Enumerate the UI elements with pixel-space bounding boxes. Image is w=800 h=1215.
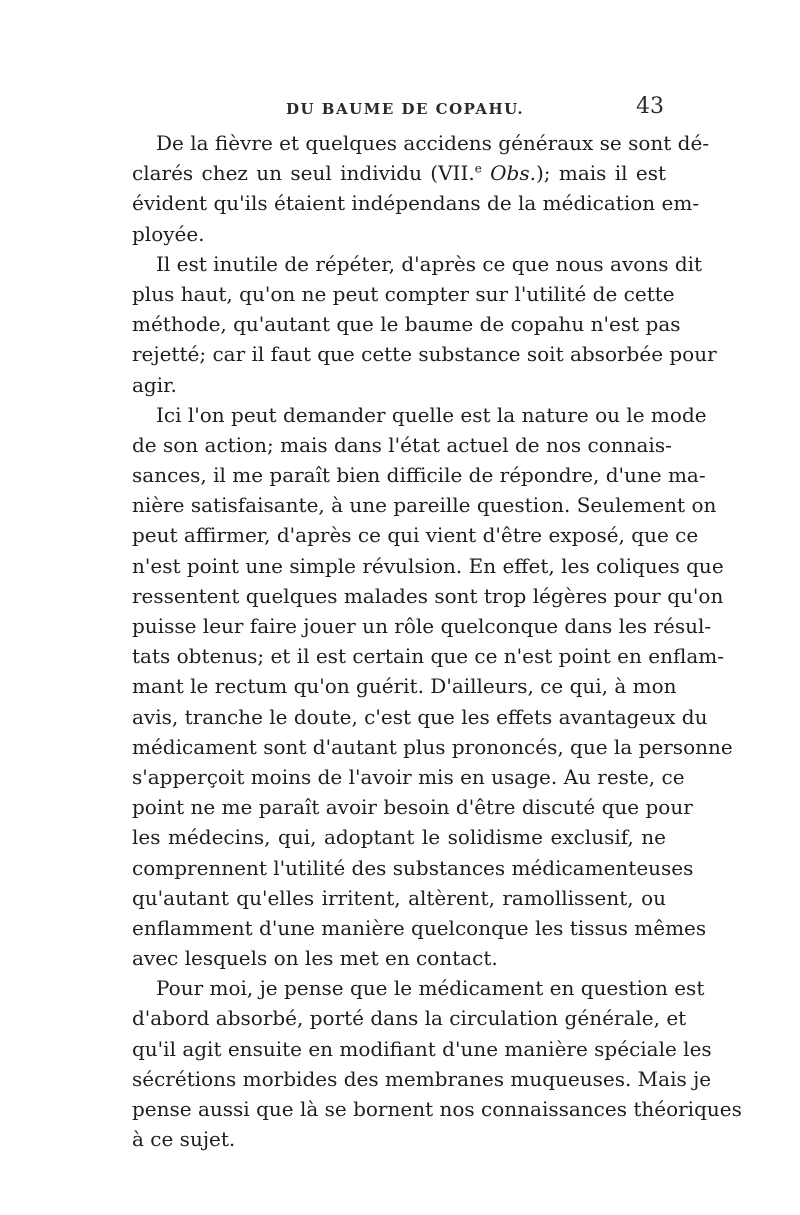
text-line: évident qu'ils étaient indépendans de la médication em- bbox=[132, 191, 700, 216]
text-line: peut affirmer, d'après ce qui vient d'être exposé, que ce bbox=[132, 523, 699, 548]
text-line: avis, tranche le doute, c'est que les effets avantageux du bbox=[132, 704, 708, 729]
text-line: ployée. bbox=[132, 221, 205, 246]
text-line: méthode, qu'autant que le baume de copahu n'est pas bbox=[132, 312, 681, 337]
text-line: Il est inutile de répéter, d'après ce que nous avons dit bbox=[156, 251, 703, 276]
text-line: point ne me paraît avoir besoin d'être discuté que pour bbox=[132, 795, 693, 820]
running-title: DU BAUME DE COPAHU. bbox=[286, 100, 525, 118]
text-line: n'est point une simple révulsion. En effet, les coliques que bbox=[132, 553, 724, 578]
body-text bbox=[132, 128, 742, 1154]
text-line: de son action; mais dans l'état actuel de nos connais- bbox=[132, 432, 672, 457]
text-line: plus haut, qu'on ne peut compter sur l'utilité de cette bbox=[132, 281, 675, 306]
text-line: les médecins, qui, adoptant le solidisme exclusif, ne bbox=[132, 825, 666, 850]
text-line: clarés chez un seul individu (VII.$^e$ Obs.); mais il est bbox=[132, 161, 667, 186]
text-line: qu'autant qu'elles irritent, altèrent, ramollissent, ou bbox=[132, 885, 666, 910]
text-line: ressentent quelques malades sont trop légères pour qu'on bbox=[132, 583, 724, 608]
text-line: puisse leur faire jouer un rôle quelconque dans les résul- bbox=[132, 614, 712, 638]
text-line: médicament sont d'autant plus prononcés, que la personne bbox=[132, 734, 733, 759]
page-number: 43 bbox=[636, 94, 664, 119]
text-line: De la fièvre et quelques accidens généraux se sont dé- bbox=[156, 131, 710, 155]
text-line: avec lesquels on les met en contact. bbox=[132, 946, 498, 971]
text-line: enflamment d'une manière quelconque les tissus mêmes bbox=[132, 915, 707, 940]
text-line: tats obtenus; et il est certain que ce n'est point en enflam- bbox=[132, 644, 724, 669]
text-line: nière satisfaisante, à une pareille question. Seulement on bbox=[132, 493, 717, 518]
text-line: sécrétions morbides des membranes muqueuses. Mais je bbox=[132, 1066, 712, 1091]
text-line: Ici l'on peut demander quelle est la nature ou le mode bbox=[156, 402, 707, 427]
text-line: rejetté; car il faut que cette substance soit absorbée pour bbox=[132, 342, 717, 367]
text-line: comprennent l'utilité des substances médicamenteuses bbox=[132, 855, 694, 880]
text-line: mant le rectum qu'on guérit. D'ailleurs, ce qui, à mon bbox=[132, 674, 677, 699]
text-line: d'abord absorbé, porté dans la circulation générale, et bbox=[132, 1006, 687, 1031]
text-line: qu'il agit ensuite en modifiant d'une manière spéciale les bbox=[132, 1036, 712, 1061]
text-line: sances, il me paraît bien difficile de répondre, d'une ma- bbox=[132, 463, 706, 488]
text-line: Pour moi, je pense que le médicament en question est bbox=[156, 976, 705, 1001]
text-line: agir. bbox=[132, 372, 177, 397]
text-line: à ce sujet. bbox=[132, 1127, 236, 1152]
text-line: s'apperçoit moins de l'avoir mis en usage. Au reste, ce bbox=[132, 764, 685, 789]
running-head bbox=[134, 94, 666, 124]
text-line: pense aussi que là se bornent nos connaissances théoriques bbox=[132, 1097, 742, 1121]
